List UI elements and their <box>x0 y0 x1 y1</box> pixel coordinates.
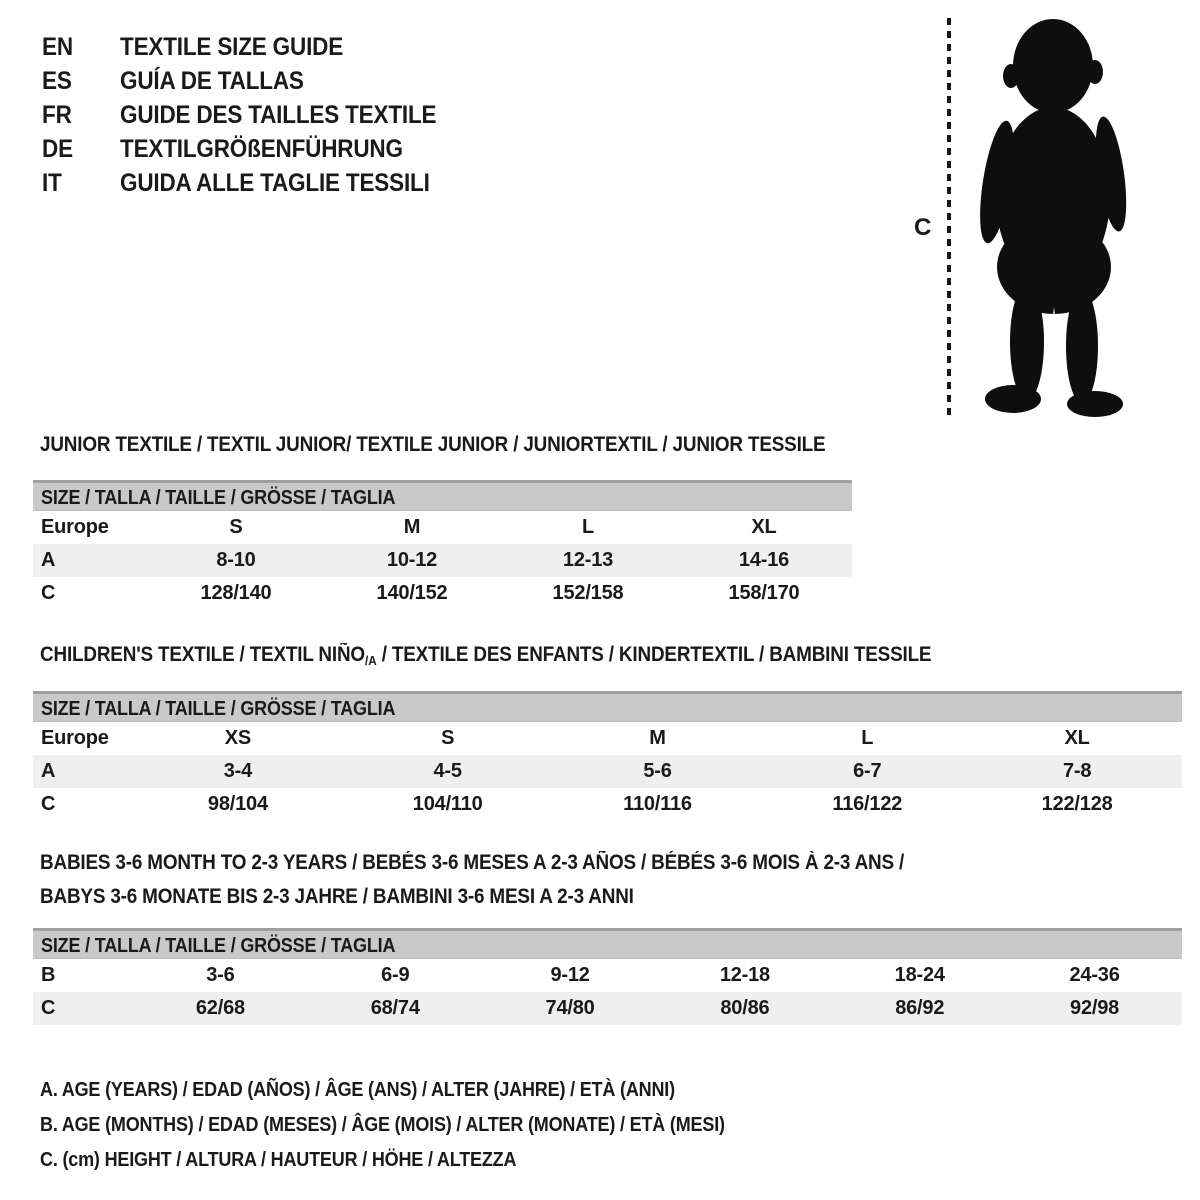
row-label: C <box>41 997 56 1019</box>
table-cell: 5-6 <box>643 760 672 782</box>
junior-size-table <box>33 480 852 610</box>
babies-size-table <box>33 928 1182 1025</box>
table-row <box>33 755 1182 788</box>
language-row <box>42 166 472 200</box>
table-row <box>33 788 1182 821</box>
row-label: Europe <box>41 727 109 749</box>
legend-line-b: B. AGE (MONTHS) / EDAD (MESES) / ÂGE (MOIS) / ALTER (MONATE) / ETÀ (MESI) <box>40 1114 725 1136</box>
table-cell: 3-4 <box>223 760 253 782</box>
table-row <box>33 511 852 544</box>
language-code: ES <box>42 66 72 95</box>
size-header-bar: SIZE / TALLA / TAILLE / GRÖSSE / TAGLIA <box>41 698 396 720</box>
table-cell: 128/140 <box>200 582 272 604</box>
heading-subscript: /A <box>364 653 377 668</box>
table-cell: 6-9 <box>381 964 410 986</box>
language-row <box>42 64 472 98</box>
table-cell: 10-12 <box>386 549 438 571</box>
table-cell: M <box>649 727 666 749</box>
height-measure-label: C <box>914 214 932 241</box>
section-heading-children: CHILDREN'S TEXTILE / TEXTIL $NIÑO_{/A}$ / TEXTILE DES ENFANTS / KINDERTEXTIL / BAMBINI TESSILE <box>40 643 932 668</box>
table-cell: L <box>581 516 595 538</box>
table-cell: L <box>861 727 874 749</box>
table-cell: 140/152 <box>376 582 448 604</box>
table-cell: 6-7 <box>853 760 882 782</box>
table-cell: 62/68 <box>195 997 245 1019</box>
section-heading-babies-line2: BABYS 3-6 MONATE BIS 2-3 JAHRE / BAMBINI 3-6 MESI A 2-3 ANNI <box>40 885 634 908</box>
toddler-silhouette <box>961 12 1151 422</box>
language-row <box>42 98 472 132</box>
table-cell: 122/128 <box>1041 793 1113 815</box>
table-cell: 8-10 <box>216 549 256 571</box>
table-cell: 86/92 <box>895 997 945 1019</box>
table-row <box>33 544 852 577</box>
size-header-bar: SIZE / TALLA / TAILLE / GRÖSSE / TAGLIA <box>41 935 396 957</box>
table-cell: 3-6 <box>206 964 235 986</box>
table-cell: S <box>441 727 455 749</box>
language-title-list <box>42 30 472 200</box>
row-label: B <box>41 964 56 986</box>
height-measure-dashed-line <box>947 18 951 416</box>
language-code: IT <box>42 168 62 197</box>
table-cell: 98/104 <box>207 793 268 815</box>
table-row <box>33 959 1182 992</box>
table-cell: 24-36 <box>1069 964 1120 986</box>
table-cell: XS <box>224 727 252 749</box>
table-cell: 152/158 <box>552 582 624 604</box>
table-cell: 4-5 <box>433 760 462 782</box>
language-code: EN <box>42 32 73 61</box>
table-cell: 104/110 <box>412 793 483 815</box>
language-row <box>42 132 472 166</box>
table-cell: 68/74 <box>370 997 420 1019</box>
table-row <box>33 577 852 610</box>
guide-title: TEXTILE SIZE GUIDE <box>120 32 344 61</box>
table-cell: 18-24 <box>894 964 945 986</box>
table-cell: 7-8 <box>1062 760 1092 782</box>
table-cell: 80/86 <box>720 997 770 1019</box>
table-cell: XL <box>1064 727 1090 749</box>
table-cell: 12-18 <box>719 964 770 986</box>
guide-title: GUIDE DES TAILLES TEXTILE <box>120 100 437 129</box>
guide-title: GUIDA ALLE TAGLIE TESSILI <box>120 168 430 197</box>
guide-title: TEXTILGRÖßENFÜHRUNG <box>120 134 403 163</box>
table-cell: 110/116 <box>623 793 692 815</box>
children-size-table <box>33 691 1182 821</box>
table-cell: 14-16 <box>738 549 790 571</box>
legend-line-a: A. AGE (YEARS) / EDAD (AÑOS) / ÂGE (ANS) / ALTER (JAHRE) / ETÀ (ANNI) <box>40 1079 675 1101</box>
table-cell: 9-12 <box>550 964 590 986</box>
language-code: DE <box>42 134 73 163</box>
table-cell: S <box>229 516 243 538</box>
guide-title: GUÍA DE TALLAS <box>120 66 304 95</box>
language-code: FR <box>42 100 72 129</box>
table-cell: M <box>403 516 421 538</box>
table-cell: 92/98 <box>1070 997 1120 1019</box>
legend <box>40 1073 801 1178</box>
table-cell: 12-13 <box>562 549 614 571</box>
row-label: Europe <box>41 516 109 538</box>
row-label: C <box>41 793 56 815</box>
table-row <box>33 722 1182 755</box>
table-cell: 116/122 <box>832 793 903 815</box>
table-cell: XL <box>751 516 777 538</box>
section-heading-junior: JUNIOR TEXTILE / TEXTIL JUNIOR/ TEXTILE JUNIOR / JUNIORTEXTIL / JUNIOR TESSILE <box>40 433 826 456</box>
legend-line-c: C. (cm) HEIGHT / ALTURA / HAUTEUR / HÖHE / ALTEZZA <box>40 1149 517 1171</box>
table-row <box>33 992 1182 1025</box>
row-label: A <box>41 549 56 571</box>
table-cell: 74/80 <box>545 997 595 1019</box>
section-heading-babies-line1: BABIES 3-6 MONTH TO 2-3 YEARS / BEBÉS 3-6 MESES A 2-3 AÑOS / BÉBÉS 3-6 MOIS À 2-3 ANS / <box>40 851 905 874</box>
size-header-bar: SIZE / TALLA / TAILLE / GRÖSSE / TAGLIA <box>41 487 396 509</box>
row-label: C <box>41 582 56 604</box>
row-label: A <box>41 760 56 782</box>
table-cell: 158/170 <box>728 582 800 604</box>
language-row <box>42 30 472 64</box>
